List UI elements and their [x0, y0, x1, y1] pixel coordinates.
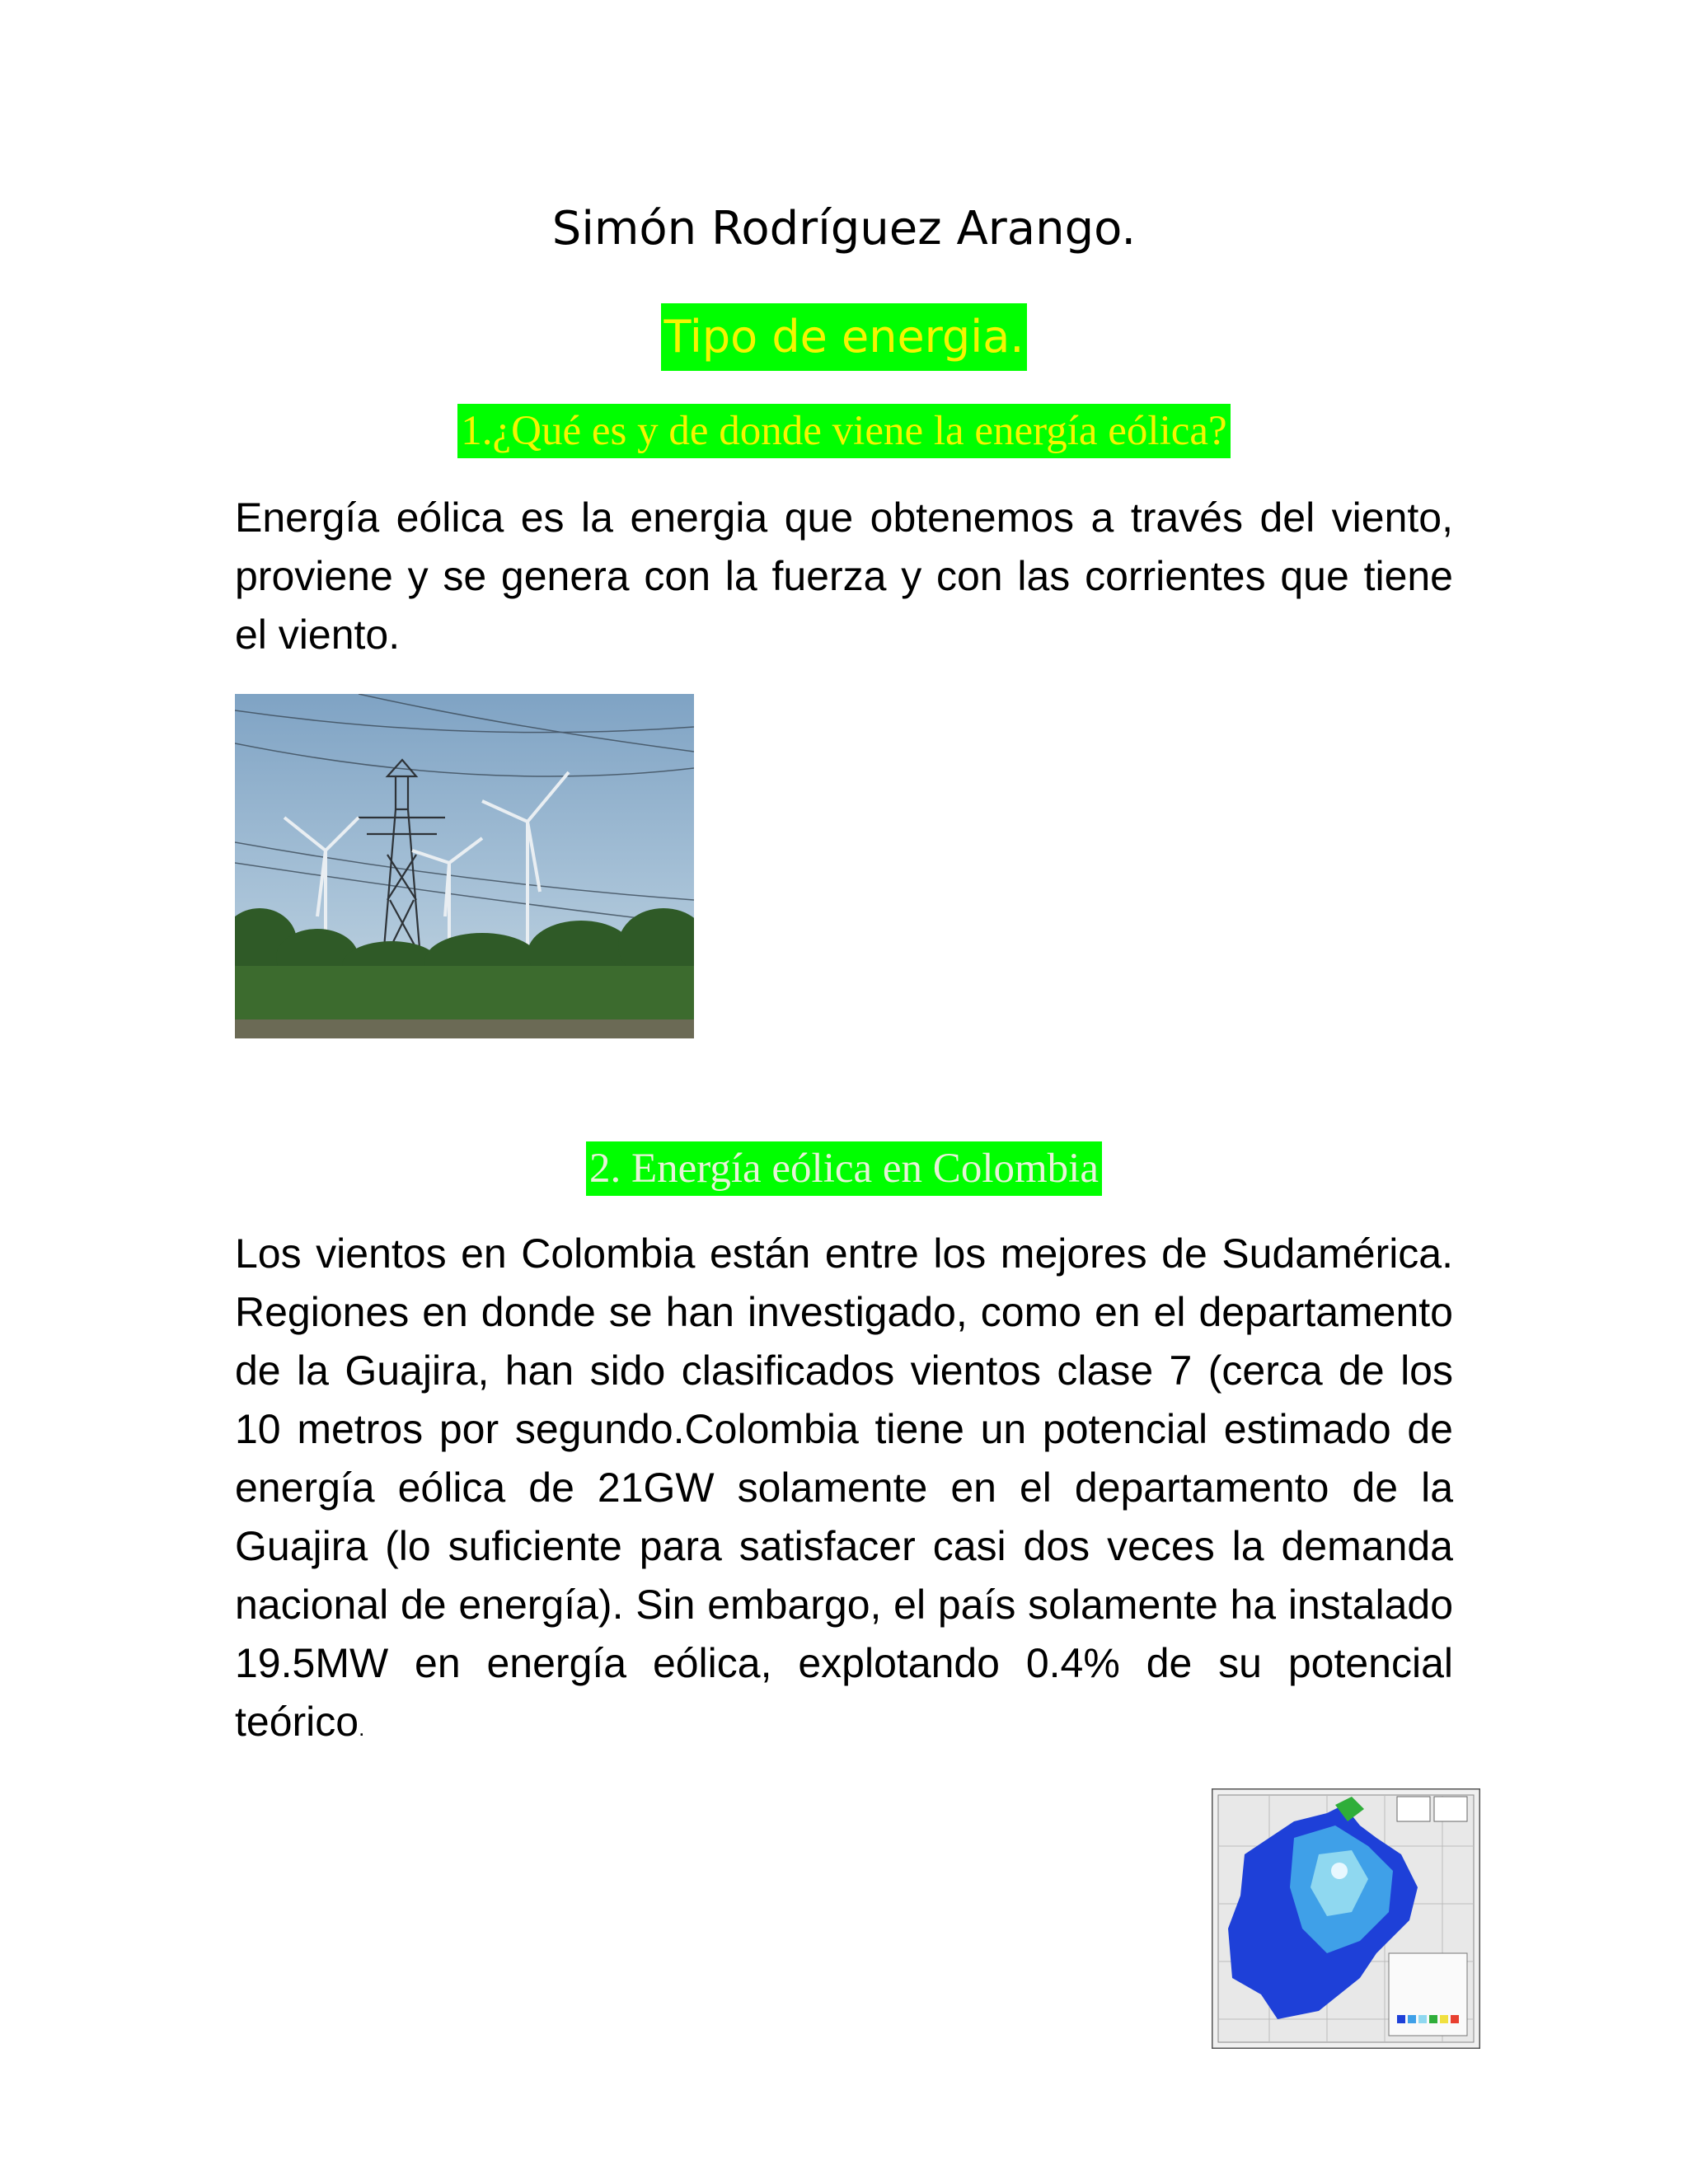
answer-2-paragraph	[235, 1225, 1453, 1758]
section-title-text: Tipo de energia.	[661, 303, 1028, 371]
wind-map-illustration	[1212, 1788, 1480, 2049]
answer-2-text: Los vientos en Colombia están entre los mejores de Sudamérica. Regiones en donde se han investigado, como en el departamento de la Guajira, han sido clasificados vientos clase 7 (cerca de los 10 metros por segundo.Colombia tiene un potencial estimado de energía eólica de 21GW solamente en el departamento de la Guajira (lo suficiente para satisfacer casi dos veces la demanda nacional de energía). Sin embargo, el país solamente ha instalado 19.5MW en energía eólica, explotando 0.4% de su potencial teórico	[235, 1230, 1453, 1745]
author-name: Simón Rodríguez Arango.	[551, 202, 1137, 255]
wind-turbines-illustration	[235, 694, 694, 1038]
answer-2-end: .	[359, 1716, 365, 1741]
question-1-text: 1.¿Qué es y de donde viene la energía eólica?	[457, 404, 1230, 458]
colombia-wind-map	[1212, 1788, 1480, 2049]
question-2-text: 2. Energía eólica en Colombia	[586, 1141, 1102, 1196]
answer-1-paragraph: Energía eólica es la energia que obtenemos a través del viento, proviene y se genera con la fuerza y con las corrientes que tiene el viento.	[235, 494, 1453, 658]
question-2-heading	[0, 1141, 1688, 1196]
wind-turbines-photo	[235, 694, 694, 1038]
section-title	[0, 303, 1688, 371]
question-1-heading	[0, 404, 1688, 458]
